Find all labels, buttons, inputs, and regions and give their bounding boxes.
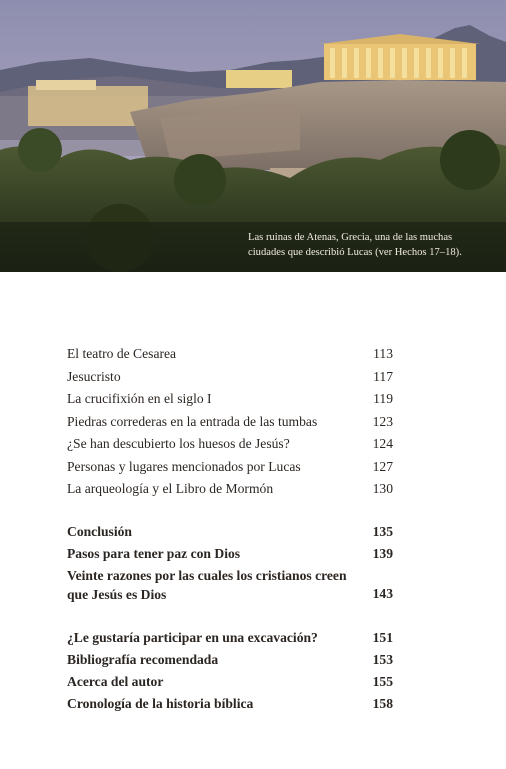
toc-entry: [67, 366, 393, 387]
toc-entry-page: 151: [372, 630, 393, 645]
acropolis-photo: [0, 0, 506, 272]
photo-caption: Las ruinas de Atenas, Grecia, una de las muchas ciudades que describió Lucas (ver Hechos 17–18).: [248, 232, 462, 258]
toc-entry-page: 155: [372, 674, 393, 689]
toc-entry-page: 117: [373, 369, 393, 384]
toc-entry-title: Cronología de la historia bíblica: [67, 696, 254, 711]
toc-entry-title: ¿Se han descubierto los huesos de Jesús?: [67, 436, 290, 451]
toc-entry-title: El teatro de Cesarea: [67, 346, 177, 361]
toc-entry: [67, 521, 393, 542]
toc-entry-title: La crucifixión en el siglo I: [67, 391, 212, 406]
toc-entry-page: 124: [372, 436, 393, 451]
toc-entry-page: 123: [372, 414, 393, 429]
toc-entry-title: Bibliografía recomendada: [67, 652, 219, 667]
toc-entry-title: Jesucristo: [67, 369, 121, 384]
toc-entry-page: 113: [373, 346, 393, 361]
toc-entry: [67, 411, 393, 432]
toc-entry: [67, 478, 393, 499]
toc-entry: [67, 343, 393, 364]
toc-entry-page: 135: [372, 524, 393, 539]
toc-entry: [67, 627, 393, 648]
toc-entry-page: 139: [372, 546, 393, 561]
toc-entry-title: Conclusión: [67, 524, 132, 539]
toc-entry-title: ¿Le gustaría participar en una excavación?: [67, 630, 318, 645]
toc-entry: [67, 456, 393, 477]
toc-entry-title: Pasos para tener paz con Dios: [67, 546, 241, 561]
toc-entry-title: La arqueología y el Libro de Mormón: [67, 481, 274, 496]
toc-entry: [67, 433, 393, 454]
toc-entry-page: 143: [372, 586, 393, 601]
toc-entry-page: 127: [372, 459, 393, 474]
toc-entry-title: Piedras correderas en la entrada de las tumbas: [67, 414, 318, 429]
toc-entry-title: Veinte razones por las cuales los cristianos creen que Jesús es Dios: [67, 568, 347, 602]
toc-entry: [67, 693, 393, 714]
toc-entry-title: Personas y lugares mencionados por Lucas: [67, 459, 301, 474]
toc-entry: [67, 649, 393, 670]
toc-entry-page: 130: [372, 481, 393, 496]
toc-entry-page: 158: [372, 696, 393, 711]
toc-entry: [67, 388, 393, 409]
toc-entry: [67, 543, 393, 564]
toc-entry-title: Acerca del autor: [67, 674, 164, 689]
toc-entry: [67, 566, 393, 604]
toc-entry-page: 153: [372, 652, 393, 667]
toc-entry: [67, 671, 393, 692]
toc-entry-page: 119: [373, 391, 393, 406]
